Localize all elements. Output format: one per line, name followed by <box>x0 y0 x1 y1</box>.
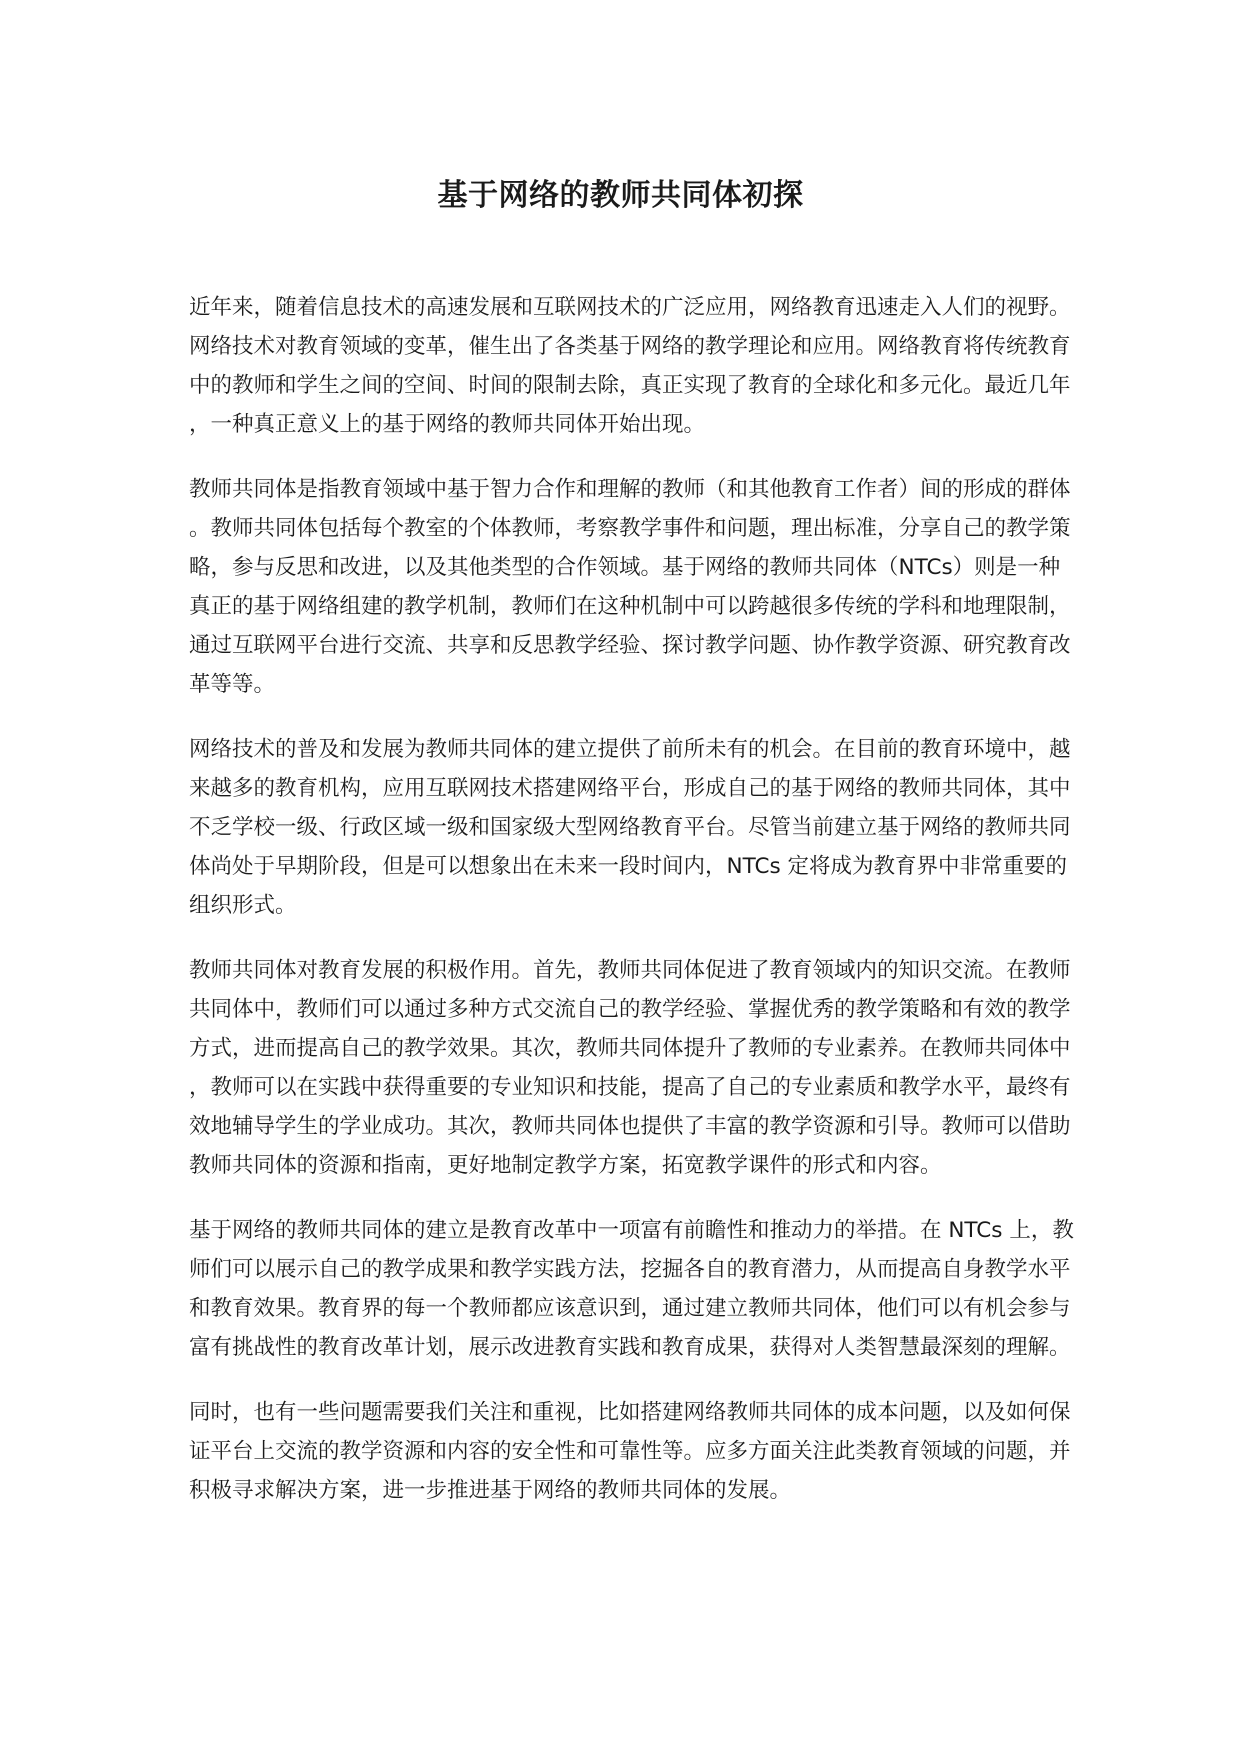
document-title: 基于网络的教师共同体初探 <box>437 178 804 213</box>
paragraph-3: 网络技术的普及和发展为教师共同体的建立提供了前所未有的机会。在目前的教育环境中，越来越多的教育机构，应用互联网技术搭建网络平台，形成自己的基于网络的教师共同体，其中不乏学校一级、行政区域一级和国家级大型网络教育平台。尽管当前建立基于网络的教师共同体尚处于早期阶段，但是可以想象出在未来一段时间内，NTCs 定将成为教育界中非常重要的组织形式。 <box>189 737 1071 918</box>
paragraph-4: 教师共同体对教育发展的积极作用。首先，教师共同体促进了教育领域内的知识交流。在教师共同体中，教师们可以通过多种方式交流自己的教学经验、掌握优秀的教学策略和有效的教学方式，进而提高自己的教学效果。其次，教师共同体提升了教师的专业素养。在教师共同体中，教师可以在实践中获得重要的专业知识和技能，提高了自己的专业素质和教学水平，最终有效地辅导学生的学业成功。其次，教师共同体也提供了丰富的教学资源和引导。教师可以借助教师共同体的资源和指南，更好地制定教学方案，拓宽教学课件的形式和内容。 <box>189 958 1071 1178</box>
document-body <box>189 288 1074 1536</box>
paragraph-5: 基于网络的教师共同体的建立是教育改革中一项富有前瞻性和推动力的举措。在 NTCs 上，教师们可以展示自己的教学成果和教学实践方法，挖掘各自的教育潜力，从而提高自身教学水平和教育效果。教育界的每一个教师都应该意识到，通过建立教师共同体，他们可以有机会参与富有挑战性的教育改革计划，展示改进教育实践和教育成果，获得对人类智慧最深刻的理解。 <box>189 1218 1074 1360</box>
paragraph-6: 同时，也有一些问题需要我们关注和重视，比如搭建网络教师共同体的成本问题，以及如何保证平台上交流的教学资源和内容的安全性和可靠性等。应多方面关注此类教育领域的问题，并积极寻求解决方案，进一步推进基于网络的教师共同体的发展。 <box>189 1400 1071 1503</box>
paragraph-2: 教师共同体是指教育领域中基于智力合作和理解的教师（和其他教育工作者）间的形成的群体。教师共同体包括每个教室的个体教师，考察教学事件和问题，理出标准，分享自己的教学策略，参与反思和改进，以及其他类型的合作领域。基于网络的教师共同体（NTCs）则是一种真正的基于网络组建的教学机制，教师们在这种机制中可以跨越很多传统的学科和地理限制，通过互联网平台进行交流、共享和反思教学经验、探讨教学问题、协作教学资源、研究教育改革等等。 <box>189 477 1071 697</box>
paragraph-1: 近年来，随着信息技术的高速发展和互联网技术的广泛应用，网络教育迅速走入人们的视野。网络技术对教育领域的变革，催生出了各类基于网络的教学理论和应用。网络教育将传统教育中的教师和学生之间的空间、时间的限制去除，真正实现了教育的全球化和多元化。最近几年，一种真正意义上的基于网络的教师共同体开始出现。 <box>189 295 1071 437</box>
